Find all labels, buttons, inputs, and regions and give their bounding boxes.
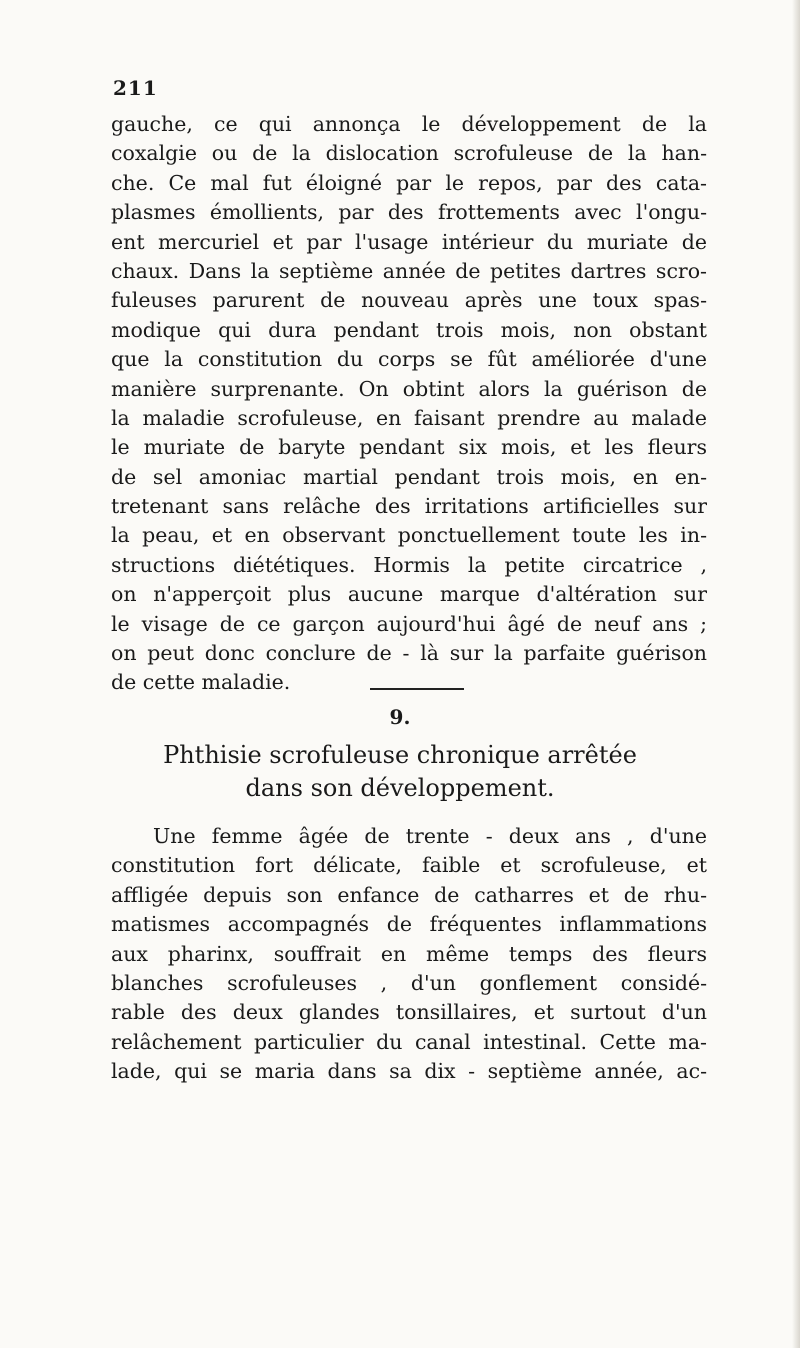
text-line: que la constitution du corps se fût améliorée d'une: [111, 347, 707, 372]
text-line: chaux. Dans la septième année de petites dartres scro-: [111, 258, 707, 283]
text-line: plasmes émollients, par des frottements avec l'ongu-: [111, 200, 707, 225]
text-line: le visage de ce garçon aujourd'hui âgé de neuf ans ;: [111, 611, 707, 636]
text-line: manière surprenante. On obtint alors la guérison de: [111, 376, 707, 401]
page-edge-shadow: [792, 0, 800, 1348]
text-line: che. Ce mal fut éloigné par le repos, par des cata-: [111, 170, 707, 195]
text-line: gauche, ce qui annonça le développement de la: [111, 112, 707, 136]
paragraph-case-history: [111, 110, 707, 698]
text-line: matismes accompagnés de fréquentes inflammations: [111, 912, 707, 937]
text-line: blanches scrofuleuses , d'un gonflement considé-: [111, 970, 707, 995]
text-line: affligée depuis son enfance de catharres et de rhu-: [111, 882, 707, 907]
text-line: la maladie scrofuleuse, en faisant prendre au malade: [111, 405, 707, 430]
text-line: relâchement particulier du canal intestinal. Cette ma-: [111, 1029, 707, 1054]
text-line: structions diététiques. Hormis la petite circatrice ,: [111, 552, 707, 577]
section-number: 9.: [389, 705, 411, 729]
section-heading-line-1: Phthisie scrofuleuse chronique arrêtée: [163, 741, 637, 769]
page-number: 211: [113, 76, 158, 100]
text-line: ent mercuriel et par l'usage intérieur du muriate de: [111, 229, 707, 254]
text-line: le muriate de baryte pendant six mois, et les fleurs: [111, 435, 707, 460]
text-line: coxalgie ou de la dislocation scrofuleuse de la han-: [111, 141, 707, 166]
paragraph-phthisis-case: [111, 822, 707, 1087]
text-line: de cette maladie.: [111, 670, 291, 695]
section-heading-line-2: dans son développement.: [245, 774, 555, 802]
section-divider: [370, 688, 464, 690]
text-line: rable des deux glandes tonsillaires, et surtout d'un: [111, 1000, 707, 1025]
text-line: tretenant sans relâche des irritations artificielles sur: [111, 494, 707, 519]
text-line: constitution fort délicate, faible et scrofuleuse, et: [111, 853, 707, 878]
text-line: on n'apperçoit plus aucune marque d'altération sur: [111, 582, 707, 607]
text-line: modique qui dura pendant trois mois, non obstant: [111, 317, 707, 342]
text-line: on peut donc conclure de - là sur la parfaite guérison: [111, 641, 707, 666]
text-line: fuleuses parurent de nouveau après une toux spas-: [111, 288, 707, 313]
text-line: de sel amoniac martial pendant trois mois, en en-: [111, 464, 707, 489]
text-line: Une femme âgée de trente - deux ans , d'une: [153, 824, 707, 848]
text-line: aux pharinx, souffrait en même temps des fleurs: [111, 941, 707, 966]
text-line: la peau, et en observant ponctuellement toute les in-: [111, 523, 707, 548]
text-line: lade, qui se maria dans sa dix - septième année, ac-: [111, 1059, 707, 1084]
